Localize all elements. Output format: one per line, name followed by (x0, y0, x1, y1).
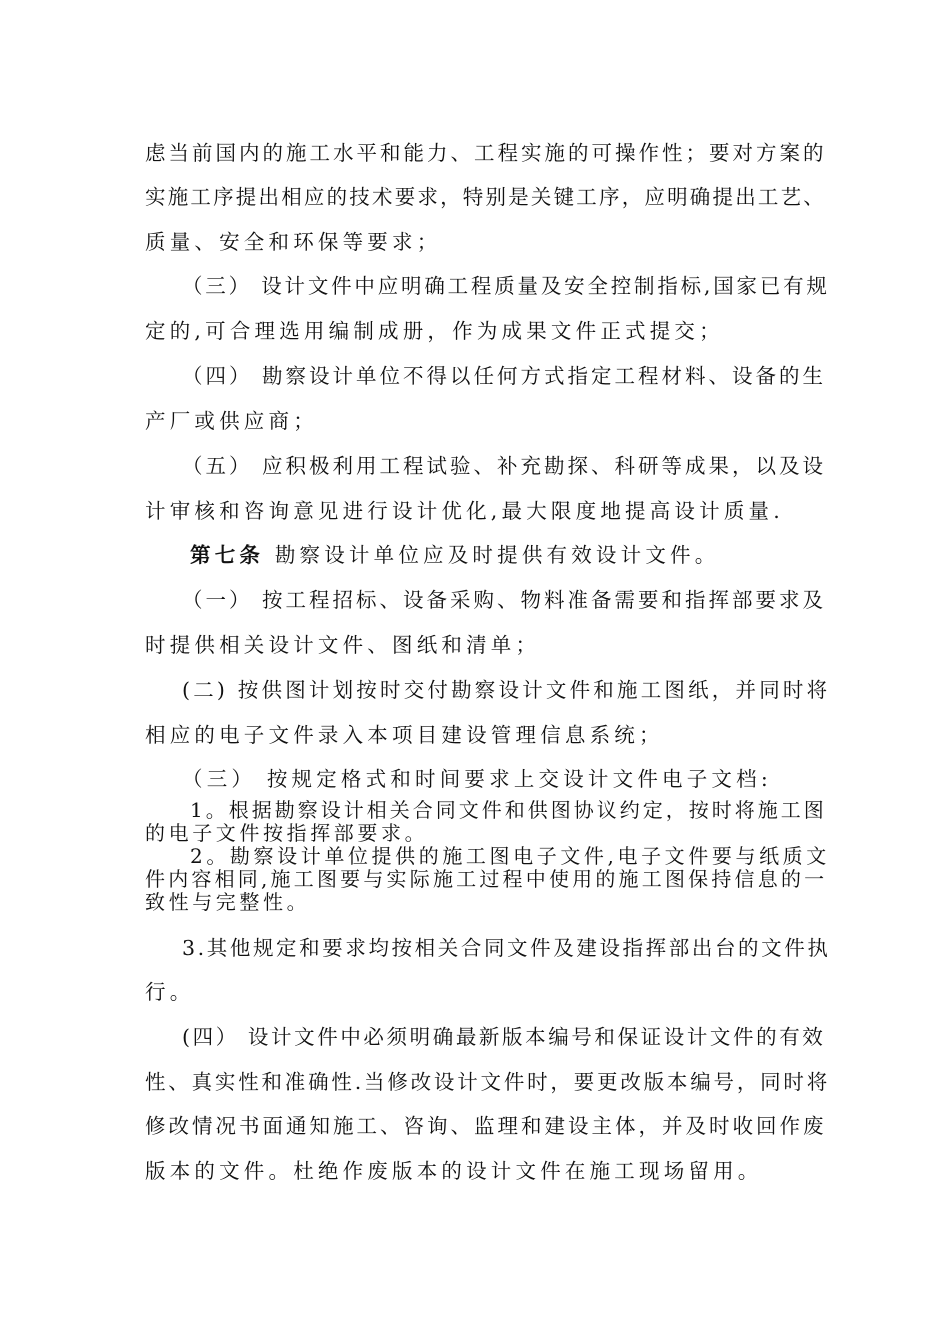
text-line-17: 的电子文件按指挥部要求。 (145, 821, 429, 845)
text-line-16: 1。根据勘察设计相关合同文件和供图协议约定，按时将施工图 (190, 798, 827, 822)
text-line-11: （一） 按工程招标、设备采购、物料准备需要和指挥部要求及 (182, 588, 827, 612)
text-line-7: 产厂或供应商； (145, 409, 318, 433)
article-7-line (190, 541, 719, 569)
text-line-9: 计审核和咨询意见进行设计优化,最大限度地提高设计质量. (145, 499, 784, 523)
text-line-3: 质量、安全和环保等要求； (145, 230, 442, 254)
text-line-6: （四） 勘察设计单位不得以任何方式指定工程材料、设备的生 (182, 364, 827, 388)
text-line-18: 2。勘察设计单位提供的施工图电子文件,电子文件要与纸质文 (190, 844, 830, 868)
text-line-21: 3.其他规定和要求均按相关合同文件及建设指挥部出台的文件执 (182, 936, 831, 960)
article-heading: 第七条 (190, 543, 265, 567)
text-line-2: 实施工序提出相应的技术要求，特别是关键工序，应明确提出工艺、 (145, 185, 826, 209)
text-line-26: 版本的文件。杜绝作废版本的设计文件在施工现场留用。 (145, 1159, 763, 1183)
text-line-14: 相应的电子文件录入本项目建设管理信息系统； (145, 723, 664, 747)
text-line-13: (二) 按供图计划按时交付勘察设计文件和施工图纸，并同时将 (182, 678, 831, 702)
text-line-20: 致性与完整性。 (145, 890, 311, 914)
text-line-19: 件内容相同,施工图要与实际施工过程中使用的施工图保持信息的一 (145, 867, 828, 891)
text-line-22: 行。 (145, 980, 195, 1004)
text-line-23: (四） 设计文件中必须明确最新版本编号和保证设计文件的有效 (182, 1025, 826, 1049)
text-line-1: 虑当前国内的施工水平和能力、工程实施的可操作性；要对方案的 (145, 141, 827, 165)
text-line-8: （五） 应积极利用工程试验、补充勘探、科研等成果，以及设 (182, 454, 827, 478)
text-line-12: 时提供相关设计文件、图纸和清单； (145, 633, 541, 657)
text-line-4: （三） 设计文件中应明确工程质量及安全控制指标,国家已有规 (182, 274, 830, 298)
article-7-text: 勘察设计单位应及时提供有效设计文件。 (274, 543, 720, 567)
text-line-24: 性、真实性和准确性.当修改设计文件时，要更改版本编号，同时将 (145, 1070, 831, 1094)
text-line-15: （三） 按规定格式和时间要求上交设计文件电子文档: (182, 767, 772, 791)
text-line-5: 定的,可合理选用编制成册，作为成果文件正式提交； (145, 319, 724, 343)
text-line-25: 修改情况书面通知施工、咨询、监理和建设主体，并及时收回作废 (145, 1114, 827, 1138)
